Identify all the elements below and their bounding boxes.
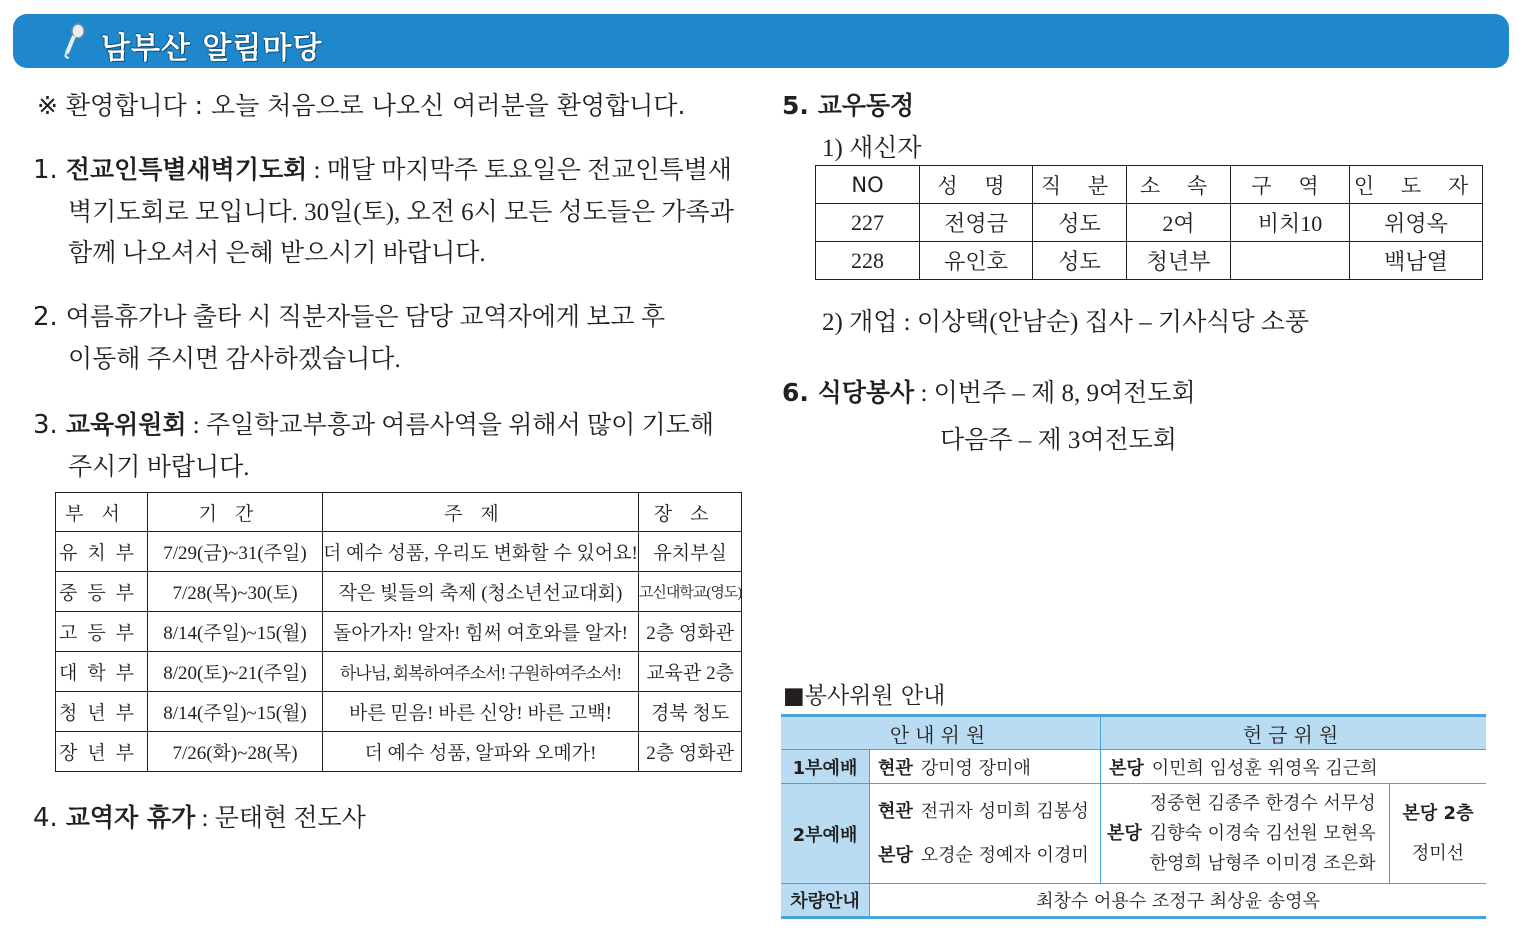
table-row: 1부예배 현관 강미영 장미애 본당 이민희 임성훈 위영옥 김근희 — [781, 750, 1486, 784]
table-row: 장년부 7/26(화)~28(목) 더 예수 성품, 알파와 오메가! 2층 영화관 — [56, 732, 742, 772]
col-header: 주제 — [323, 493, 639, 532]
table-row: 227 전영금 성도 2여 비치10 위영옥 — [816, 204, 1483, 242]
business-opening: 2) 개업 : 이상택(안남순) 집사 – 기사식당 소풍 — [822, 309, 1310, 336]
item-1-line-1: 1. 전교인특별새벽기도회 : 매달 마지막주 토요일은 전교인특별새 — [33, 155, 732, 185]
table-row: 유치부 7/29(금)~31(주일) 더 예수 성품, 우리도 변화할 수 있어요! 유치부실 — [56, 532, 742, 572]
item-2-line-1: 2. 여름휴가나 출타 시 직분자들은 담당 교역자에게 보고 후 — [33, 302, 665, 332]
welcome-text: ※ 환영합니다 : 오늘 처음으로 나오신 여러분을 환영합니다. — [37, 91, 686, 120]
volunteers-table — [781, 714, 1486, 919]
table-header-row: NO 성 명 직 분 소 속 구 역 인 도 자 — [816, 166, 1483, 204]
table-row: 2부예배 현관 전귀자 성미희 김봉성 본당 오경순 정예자 이경미 본당 정중현 김종주 한경수 서무성 김향숙 이경숙 김선원 모현옥 한영희 남형주 이미경 조은화 본당 2층 정미선 — [781, 784, 1486, 884]
col-header: 장소 — [638, 493, 741, 532]
table-row: 대학부 8/20(토)~21(주일) 하나님, 회복하여주소서! 구원하여주소서! 교육관 2층 — [56, 652, 742, 692]
table-row: 차량안내 최창수 어용수 조정구 최상윤 송영옥 — [781, 884, 1486, 918]
page-title: 남부산 알림마당 — [101, 31, 323, 66]
table-row: 청년부 8/14(주일)~15(월) 바른 믿음! 바른 신앙! 바른 고백! 경북 청도 — [56, 692, 742, 732]
item-4: 4. 교역자 휴가 : 문태현 전도사 — [33, 803, 366, 833]
usher-header: 안내위원 — [781, 716, 1101, 750]
table-row: 228 유인호 성도 청년부 백남열 — [816, 242, 1483, 280]
education-schedule-table — [55, 492, 742, 772]
table-row: 중등부 7/28(목)~30(토) 작은 빛들의 축제 (청소년선교대회) 고신대학교(영도) — [56, 572, 742, 612]
col-header: 기간 — [148, 493, 323, 532]
item-1-line-2: 벽기도회로 모입니다. 30일(토), 오전 6시 모든 성도들은 가족과 — [68, 199, 734, 226]
section-5-title: 5. 교우동정 — [782, 91, 915, 120]
header-bar — [13, 14, 1509, 68]
section-6-line-2: 다음주 – 제 3여전도회 — [940, 427, 1177, 454]
section-6-line-1: 6. 식당봉사 : 이번주 – 제 8, 9여전도회 — [782, 378, 1196, 407]
col-header: 부서 — [56, 493, 148, 532]
item-3-line-2: 주시기 바랍니다. — [68, 454, 250, 481]
new-members-subtitle: 1) 새신자 — [822, 135, 922, 162]
new-members-table — [815, 165, 1483, 280]
table-row: 고등부 8/14(주일)~15(월) 돌아가자! 알자! 힘써 여호와를 알자! 2층 영화관 — [56, 612, 742, 652]
table-header-row — [781, 716, 1486, 750]
item-3-line-1: 3. 교육위원회 : 주일학교부흥과 여름사역을 위해서 많이 기도해 — [33, 410, 714, 440]
item-2-line-2: 이동해 주시면 감사하겠습니다. — [68, 346, 401, 373]
volunteers-title: ■봉사위원 안내 — [783, 683, 946, 709]
offering-header: 헌금위원 — [1101, 716, 1487, 750]
table-header-row — [56, 493, 742, 532]
item-1-line-3: 함께 나오셔서 은혜 받으시기 바랍니다. — [68, 240, 486, 267]
microphone-icon — [59, 23, 89, 59]
